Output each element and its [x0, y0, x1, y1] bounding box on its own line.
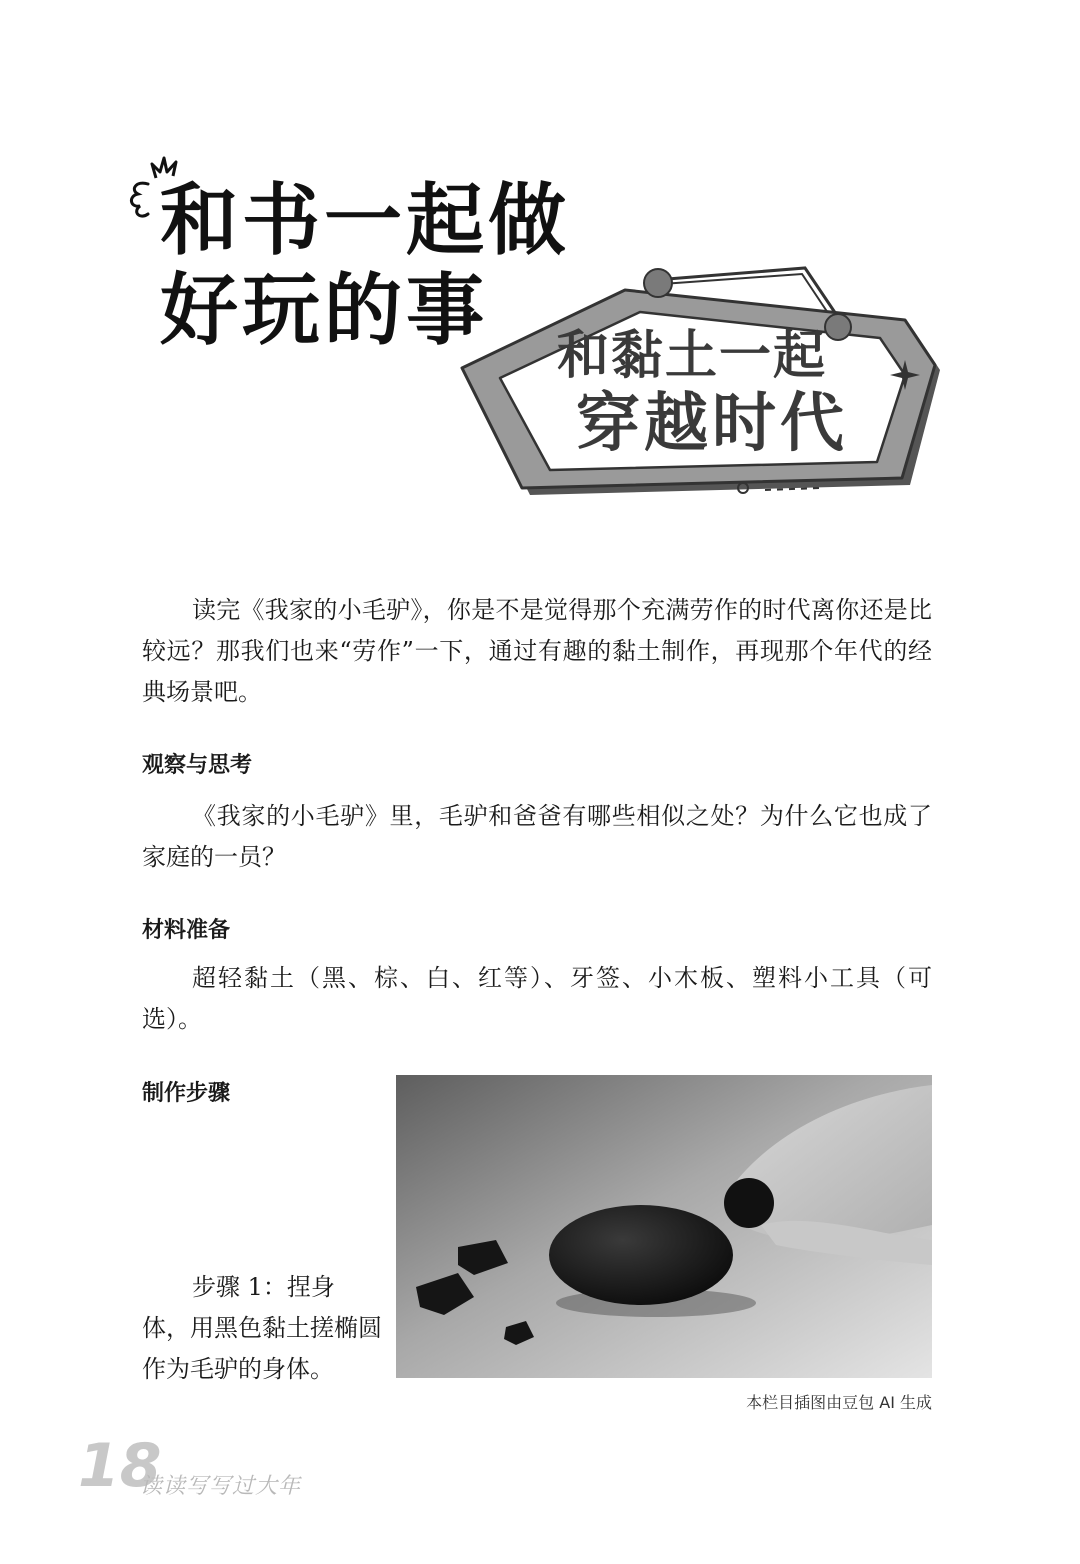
page-title-line2: 好玩的事	[160, 266, 489, 356]
publication-name: 读读写写过大年	[140, 1474, 302, 1499]
clay-photo	[396, 1075, 932, 1378]
page-title-line1: 和书一起做	[160, 176, 571, 266]
badge-title-line2: 穿越时代	[576, 387, 848, 461]
step1-paragraph: 步骤 1：捏身体，用黑色黏土搓椭圆作为毛驴的身体。	[142, 1273, 382, 1383]
section-heading-steps: 制作步骤	[142, 1081, 231, 1106]
observe-paragraph: 《我家的小毛驴》里，毛驴和爸爸有哪些相似之处？为什么它也成了家庭的一员？	[142, 802, 932, 871]
photo-caption: 本栏目插图由豆包 AI 生成	[746, 1393, 932, 1412]
section-heading-observe: 观察与思考	[142, 753, 253, 778]
section-heading-materials: 材料准备	[142, 918, 231, 943]
intro-paragraph: 读完《我家的小毛驴》，你是不是觉得那个充满劳作的时代离你还是比较远？那我们也来“劳作”一下，通过有趣的黏土制作，再现那个年代的经典场景吧。	[142, 596, 932, 706]
materials-paragraph: 超轻黏土（黑、棕、白、红等）、牙签、小木板、塑料小工具（可选）。	[142, 964, 932, 1033]
badge-title-line1: 和黏土一起	[557, 326, 828, 386]
page-number: 18	[78, 1431, 162, 1501]
